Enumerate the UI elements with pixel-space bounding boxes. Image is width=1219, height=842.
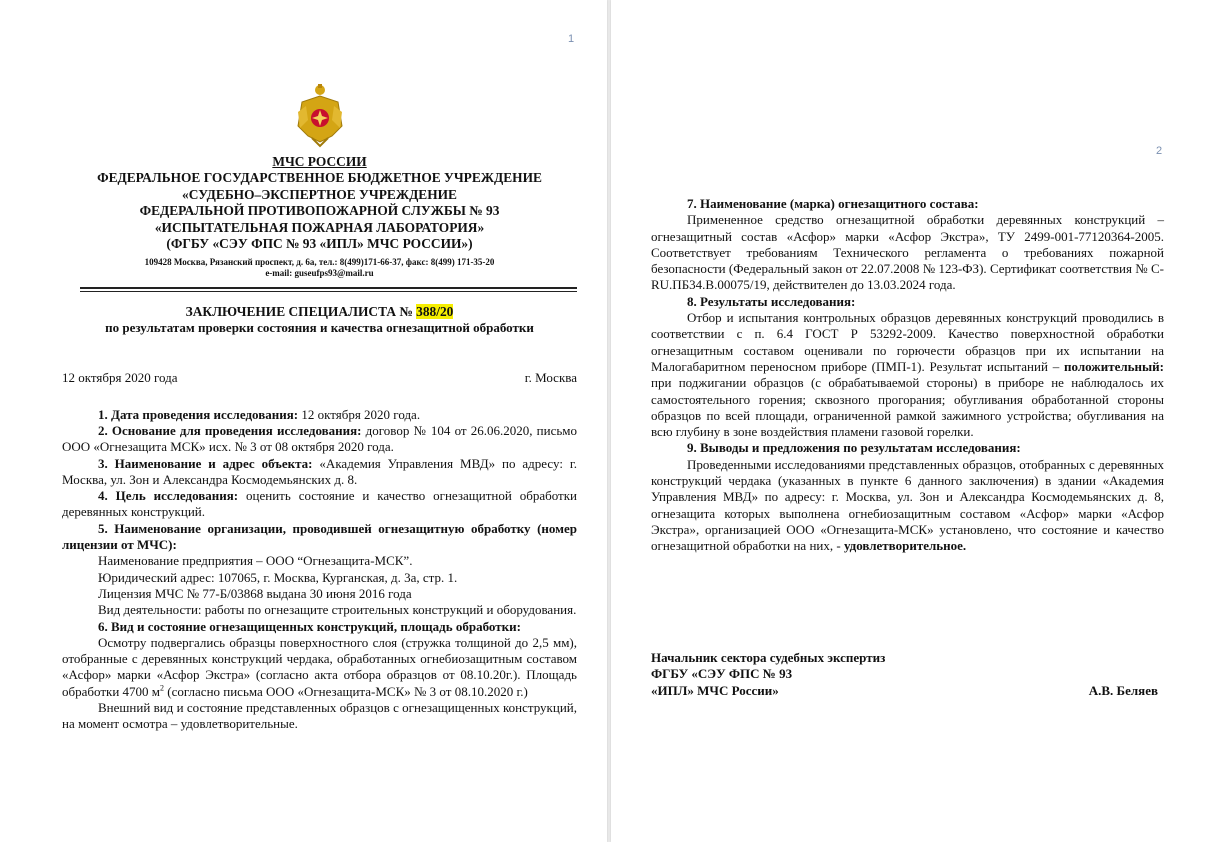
section-5-line-1: Наименование предприятия – ООО “Огнезащита-МСК”.: [98, 553, 413, 569]
area-unit-superscript: 2: [160, 683, 165, 693]
section-4-label: 4. Цель исследования:: [98, 488, 239, 504]
signer-org-line-1: ФГБУ «СЭУ ФПС № 93: [651, 666, 793, 682]
signer-row: [651, 683, 1164, 699]
section-7-text: Примененное средство огнезащитной обработки деревянных конструкций – огнезащитный состав «Асфор» марки «Асфор Экстра», ТУ 2499-001-77120364-2005. Соответствует требованиям Технического регламента о требованиях пожарной безопасности (Федеральный закон от 22.07.2008 № 123-ФЗ). Сертификат соответствия № C-RU.ПБ34.В.00075/19, действителен до 13.03.2024 года.: [651, 212, 1164, 293]
final-conclusion: удовлетворительное.: [843, 538, 967, 554]
document-title: [62, 304, 577, 320]
header-divider: [80, 287, 577, 292]
email-line: e-mail: guseufps93@mail.ru: [265, 267, 374, 278]
section-1: [62, 407, 577, 423]
signer-org-line-2: «ИПЛ» МЧС России»: [651, 682, 779, 698]
page-1-content: [62, 82, 577, 733]
title-prefix: ЗАКЛЮЧЕНИЕ СПЕЦИАЛИСТА №: [185, 303, 417, 319]
org-line-2: «СУДЕБНО–ЭКСПЕРТНОЕ УЧРЕЖДЕНИЕ: [182, 186, 457, 202]
document-page-1: [0, 0, 607, 842]
section-3-label: 3. Наименование и адрес объекта:: [98, 455, 313, 471]
ministry-name: МЧС РОССИИ: [272, 154, 367, 169]
org-line-1: ФЕДЕРАЛЬНОЕ ГОСУДАРСТВЕННОЕ БЮДЖЕТНОЕ УЧРЕЖДЕНИЕ: [97, 170, 542, 186]
section-6-text: [62, 635, 577, 700]
org-line-5: (ФГБУ «СЭУ ФПС № 93 «ИПЛ» МЧС РОССИИ»): [166, 236, 473, 252]
document-subtitle: по результатам проверки состояния и качества огнезащитной обработки: [105, 320, 534, 336]
section-8-text: [651, 310, 1164, 440]
sections-page-1: [62, 407, 577, 733]
section-5-line-4: Вид деятельности: работы по огнезащите строительных конструкций и оборудования.: [98, 602, 577, 618]
signer-name: А.В. Беляев: [1088, 682, 1158, 698]
section-4: [62, 488, 577, 521]
document-page-2: [611, 0, 1219, 842]
test-result: положительный:: [1064, 358, 1164, 374]
section-8-label: 8. Результаты исследования:: [687, 293, 856, 309]
org-address: [62, 257, 577, 279]
signer-position: Начальник сектора судебных экспертиз: [651, 650, 886, 665]
conclusion-number: 388/20: [416, 303, 454, 319]
section-8-text-a: Отбор и испытания контрольных образцов деревянных конструкций проводились в соответствии с п. 6.4 ГОСТ Р 53292-2009. Качество поверхностной обработки огнезащитным составом оценивали по горючести образцов при их испытании на Малогабаритном переносном приборе (ПМП-1). Результат испытаний –: [651, 310, 1164, 374]
address-line: 109428 Москва, Рязанский проспект, д. 6а, тел.: 8(499)171-66-37, факс: 8(499) 171-35-20: [144, 256, 495, 267]
org-line-3: ФЕДЕРАЛЬНОЙ ПРОТИВОПОЖАРНОЙ СЛУЖБЫ № 93: [139, 203, 500, 219]
section-1-label: 1. Дата проведения исследования:: [98, 406, 299, 422]
section-6-label: 6. Вид и состояние огнезащищенных конструкций, площадь обработки:: [98, 618, 521, 634]
section-1-text: 12 октября 2020 года.: [298, 406, 421, 422]
page-number: 2: [1156, 145, 1163, 157]
section-3: [62, 456, 577, 489]
document-city: г. Москва: [524, 370, 577, 386]
section-6-text-c: Внешний вид и состояние представленных образцов с огнезащищенных конструкций, на момент осмотра – удовлетворительные.: [62, 700, 577, 732]
section-2-text: договор № 104 от 26.06.2020, письмо ООО «Огнезащита МСК» исх. № 3 от 08 октября 2020 года.: [62, 422, 577, 455]
date-line: [62, 370, 577, 386]
page-2-content: [651, 196, 1164, 555]
section-9-label: 9. Выводы и предложения по результатам исследования:: [687, 440, 1021, 456]
section-5-line-3: Лицензия МЧС № 77-Б/03868 выдана 30 июня 2016 года: [98, 585, 412, 601]
page-number: 1: [568, 33, 575, 45]
section-6-text-a: Осмотру подвергались образцы поверхностного слоя (стружка толщиной до 2,5 мм), отобранные с деревянных конструкций чердака, обработанных огнебиозащитным составом «Асфор» марки «Асфор Экстра» (согласно акта отбора образцов от 08.10.20г.). Площадь обработки 4700 м: [62, 634, 577, 699]
section-9-text: [651, 457, 1164, 555]
emchs-emblem-icon: [294, 82, 346, 148]
section-2: [62, 423, 577, 456]
section-9-text-a: Проведенными исследованиями представленных образцов, отобранных с деревянных конструкций чердака (указанных в пункте 6 данного заключения) в здании «Академия Управления МВД» по адресу: г. Москва, ул. Зон и Александра Космодемьянских д. 8, огнезащита которых выполнена огнебиозащитным составом «Асфор» марки «Асфор Экстра», организацией ООО «Огнезащита-МСК» установлено, что состояние и качество огнезащитной обработки на них, -: [651, 456, 1164, 554]
signature-block: [651, 650, 1164, 699]
section-4-text: оценить состояние и качество огнезащитной обработки деревянных конструкций.: [62, 488, 577, 520]
section-6-text-b: (согласно письма ООО «Огнезащита-МСК» № 3 от 08.10.2020 г.): [164, 683, 528, 699]
section-5-label: 5. Наименование организации, проводившей огнезащитную обработку (номер лицензии от МЧС):: [62, 520, 577, 553]
document-date: 12 октября 2020 года: [62, 370, 178, 386]
section-3-text: «Академия Управления МВД» по адресу: г. Москва, ул. Зон и Александра Космодемьянских д. 8.: [62, 455, 577, 487]
section-8-text-b: при поджигании образцов (с обрабатываемой стороны) в приборе не наблюдалось их самостоятельного горения; сквозного прогорания; обугливания обработанной стороны образцов по всей площади, ограниченной рамкой зажимного устройства; обугливания на всю глубину в зоне воздействия пламени газовой горелки.: [651, 375, 1164, 440]
section-2-label: 2. Основание для проведения исследования:: [98, 422, 362, 438]
section-5-line-2: Юридический адрес: 107065, г. Москва, Курганская, д. 3а, стр. 1.: [98, 569, 458, 585]
org-line-4: «ИСПЫТАТЕЛЬНАЯ ПОЖАРНАЯ ЛАБОРАТОРИЯ»: [154, 219, 485, 235]
section-7-label: 7. Наименование (марка) огнезащитного состава:: [687, 196, 979, 211]
